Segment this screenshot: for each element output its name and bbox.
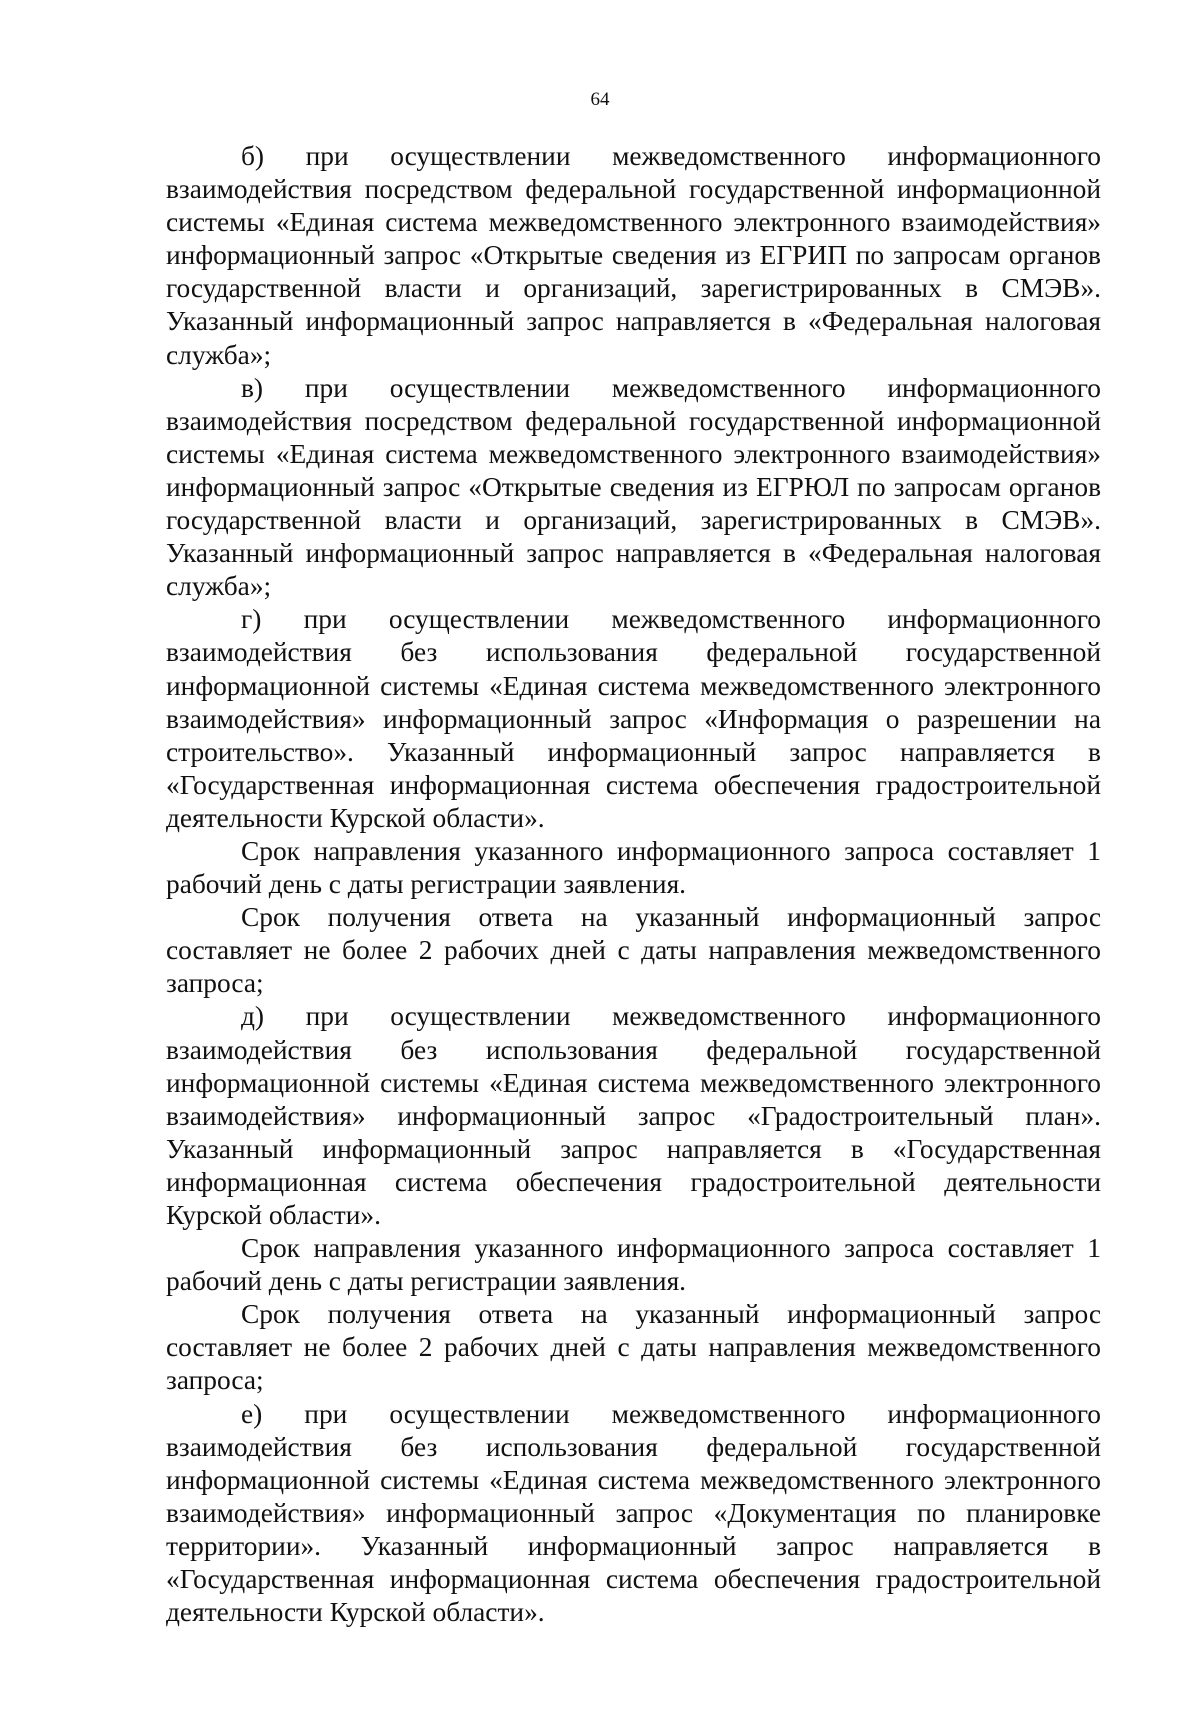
paragraph-v-egrul-request: в) при осуществлении межведомственного информационного взаимодействия посредством федеральной государственной информационной системы «Единая система межведомственного электронного взаимодействия» информационный запрос «Открытые сведения из ЕГРЮЛ по запросам органов государственной власти и организаций, зарегистрированных в СМЭВ». Указанный информационный запрос направляется в «Федеральная налоговая служба»; (166, 372, 1101, 602)
paragraph-e-territory-planning-request: е) при осуществлении межведомственного информационного взаимодействия без использования федеральной государственной информационной системы «Единая система межведомственного электронного взаимодействия» информационный запрос «Документация по планировке территории». Указанный информационный запрос направляется в «Государственная информационная система обеспечения градостроительной деятельности Курской области». (166, 1398, 1101, 1628)
paragraph-response-deadline: Срок получения ответа на указанный информационный запрос составляет не более 2 рабочих дней с даты направления межведомственного запроса; (166, 902, 1101, 999)
paragraph-request-deadline: Срок направления указанного информационного запроса составляет 1 рабочий день с даты регистрации заявления. (166, 1233, 1101, 1297)
document-body (166, 140, 1101, 1629)
paragraph-request-deadline: Срок направления указанного информационного запроса составляет 1 рабочий день с даты регистрации заявления. (166, 835, 1101, 900)
page-number: 64 (590, 89, 610, 110)
paragraph-d-urban-plan-request: д) при осуществлении межведомственного информационного взаимодействия без использования федеральной государственной информационной системы «Единая система межведомственного электронного взаимодействия» информационный запрос «Градостроительный план». Указанный информационный запрос направляется в «Государственная информационная система обеспечения градостроительной деятельности Курской области». (166, 1001, 1101, 1230)
paragraph-b-egrip-request: б) при осуществлении межведомственного информационного взаимодействия посредством федеральной государственной информационной системы «Единая система межведомственного электронного взаимодействия» информационный запрос «Открытые сведения из ЕГРИП по запросам органов государственной власти и организаций, зарегистрированных в СМЭВ». Указанный информационный запрос направляется в «Федеральная налоговая служба»; (166, 141, 1101, 370)
paragraph-response-deadline: Срок получения ответа на указанный информационный запрос составляет не более 2 рабочих дней с даты направления межведомственного запроса; (166, 1299, 1101, 1396)
paragraph-g-construction-permit-request: г) при осуществлении межведомственного информационного взаимодействия без использования федеральной государственной информационной системы «Единая система межведомственного электронного взаимодействия» информационный запрос «Информация о разрешении на строительство». Указанный информационный запрос направляется в «Государственная информационная система обеспечения градостроительной деятельности Курской области». (166, 604, 1101, 833)
